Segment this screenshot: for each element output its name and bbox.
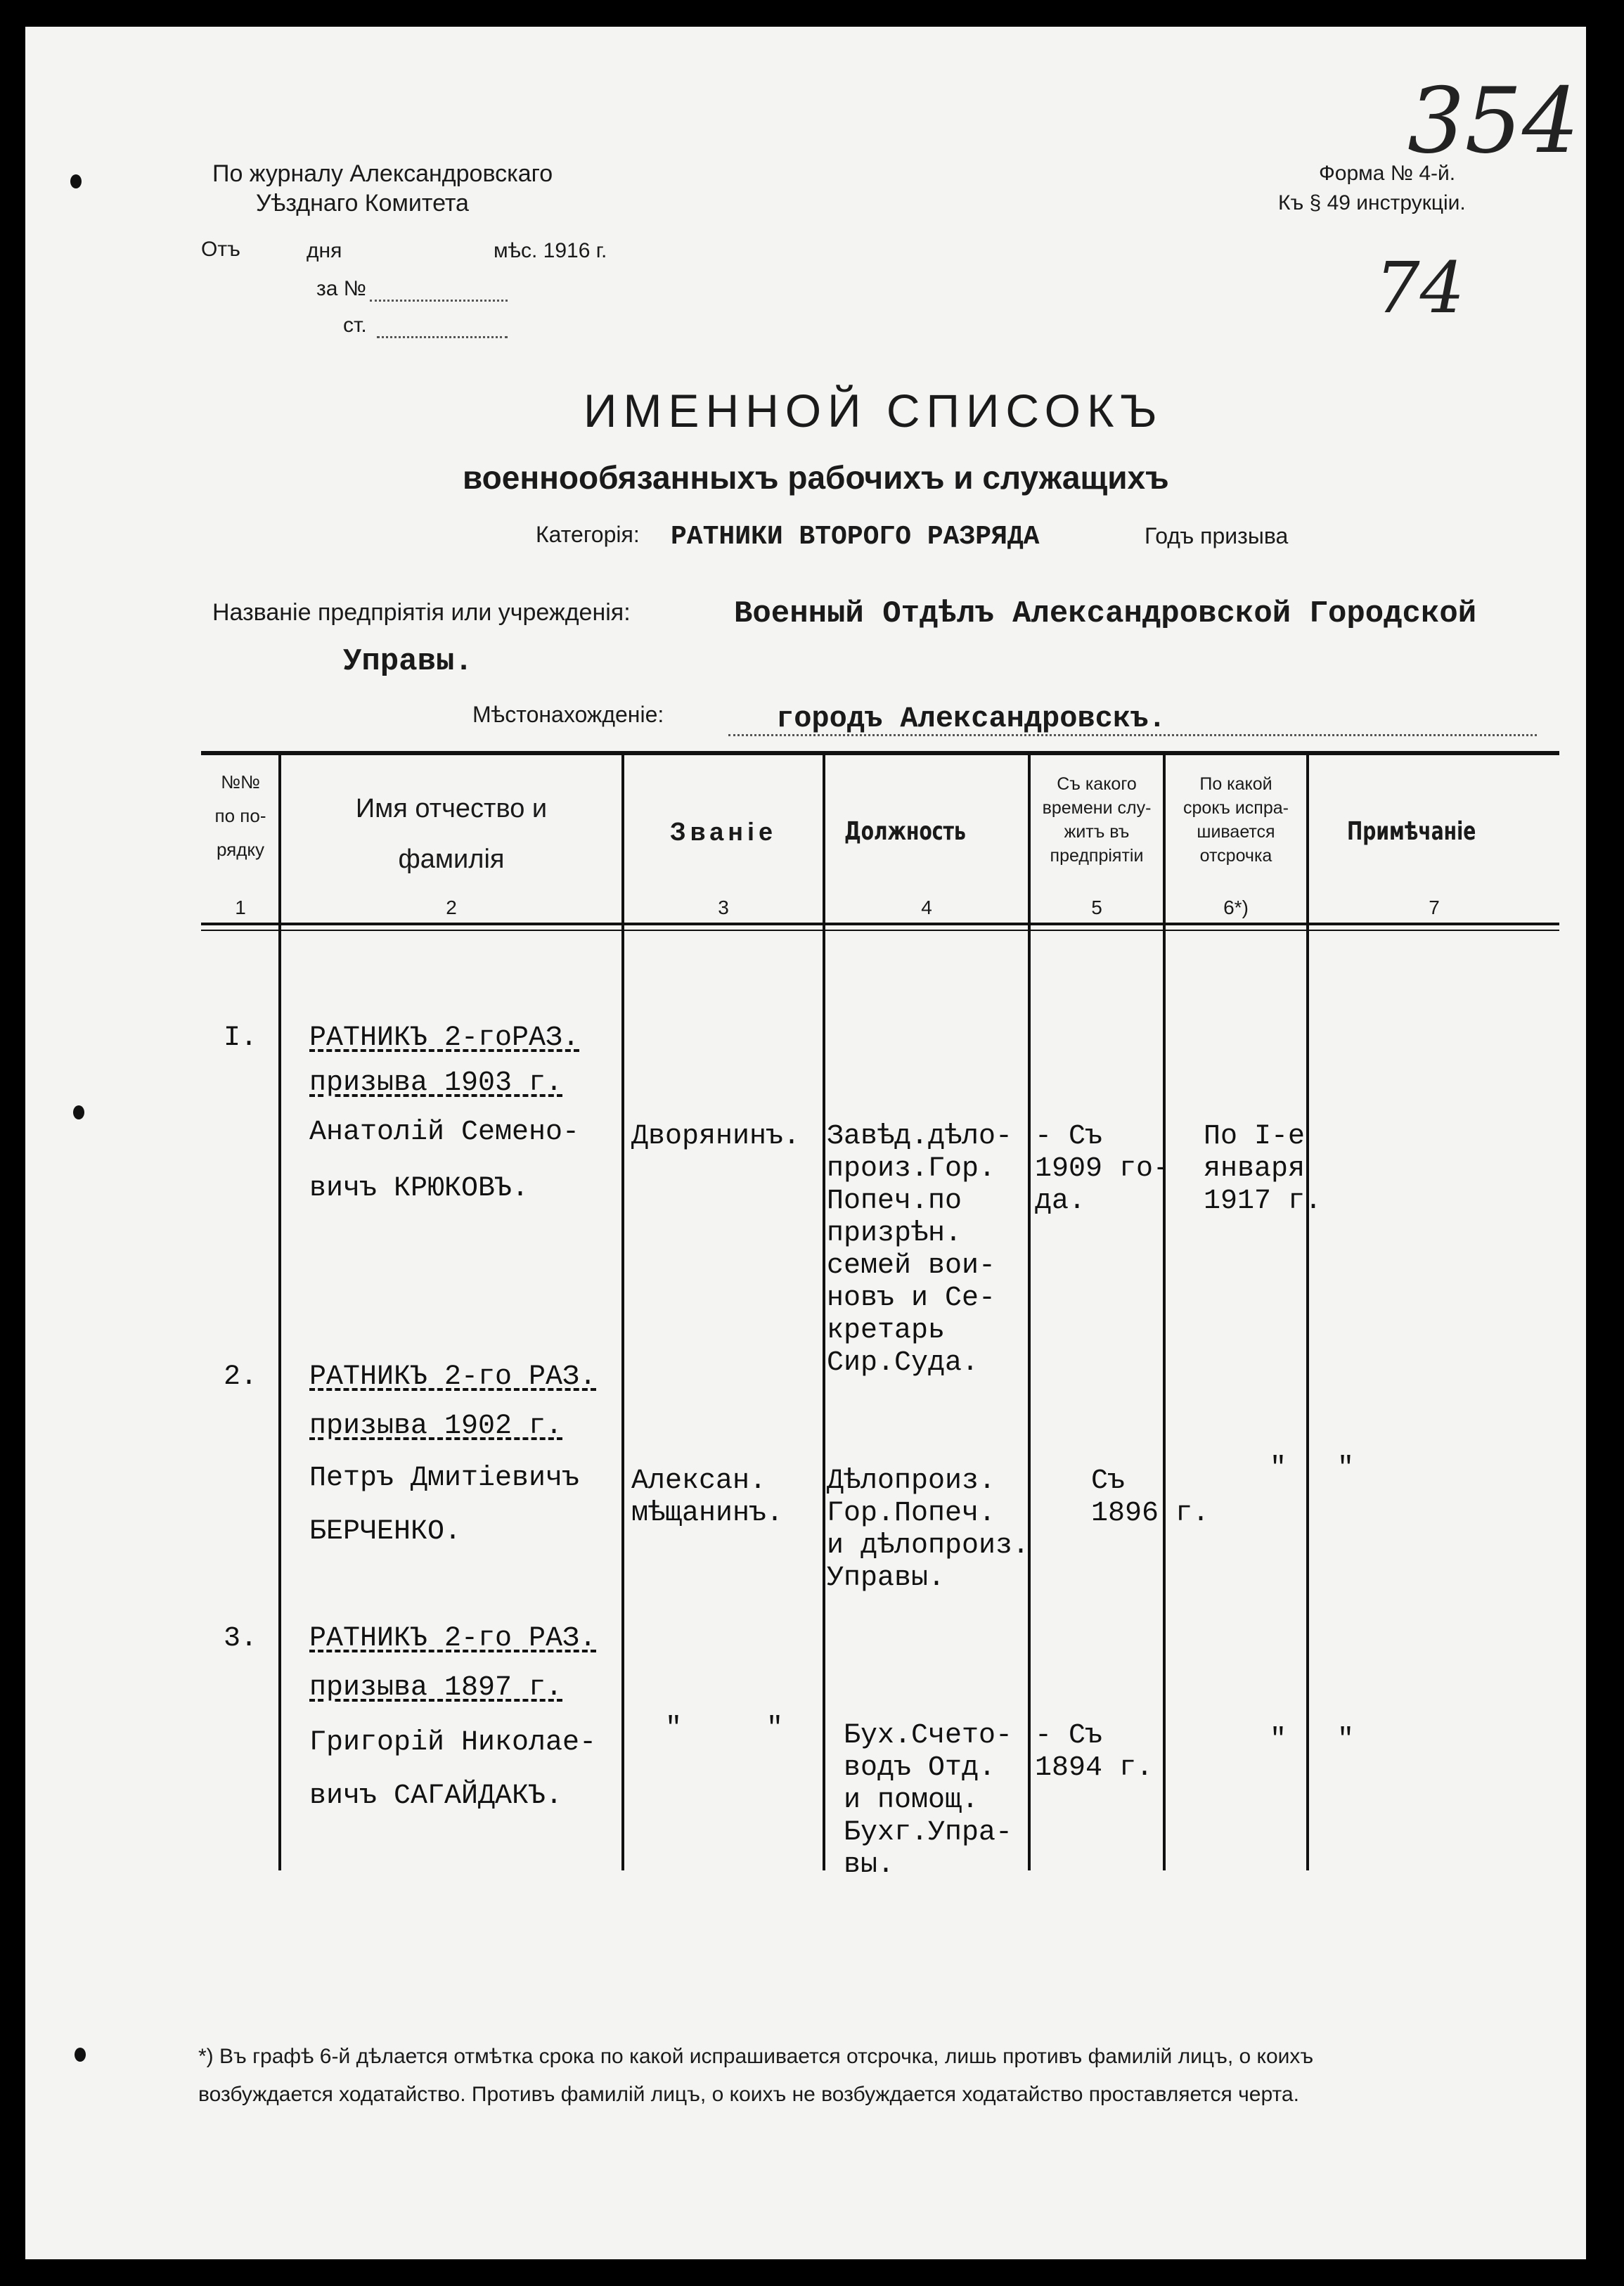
page-title: ИМЕННОЙ СПИСОКЪ bbox=[584, 385, 1164, 437]
col-header-name-line: Имя отчество и bbox=[355, 794, 548, 823]
col-divider bbox=[1163, 755, 1166, 1870]
article-label: ст. bbox=[343, 314, 367, 337]
row-call-year: призыва 1897 г. bbox=[309, 1672, 563, 1704]
row-deferment: По I-е января 1917 г. bbox=[1204, 1121, 1322, 1217]
location-label: Мѣстонахожденіе: bbox=[472, 702, 664, 727]
col-header-number bbox=[202, 765, 278, 866]
row-deferment: " " bbox=[1270, 1453, 1355, 1484]
col-header-name-line: фамилія bbox=[398, 845, 505, 874]
col-header-note: Примѣчаніе bbox=[1347, 817, 1476, 846]
enterprise-label: Названіе предпріятія или учрежденія: bbox=[212, 599, 631, 626]
col-number: 6*) bbox=[1223, 897, 1249, 918]
row-name: Анатолій Семено- bbox=[309, 1117, 580, 1148]
col-divider bbox=[1306, 755, 1309, 1870]
row-rank: РАТНИКЪ 2-гоРАЗ. bbox=[309, 1022, 580, 1054]
row-rank: РАТНИКЪ 2-го РАЗ. bbox=[309, 1623, 597, 1655]
col-header-position: Должность bbox=[844, 817, 967, 846]
month-year-label: мѣс. 1916 г. bbox=[494, 239, 607, 262]
col-number: 1 bbox=[235, 897, 246, 918]
col-divider bbox=[1028, 755, 1031, 1870]
row-surname: БЕРЧЕНКО. bbox=[309, 1516, 462, 1548]
col-header-since-line: времени слу- bbox=[1042, 798, 1152, 818]
col-header-since-line: житъ въ bbox=[1064, 822, 1130, 842]
row-estate: " " bbox=[665, 1713, 784, 1745]
row-since: Съ 1896 г. bbox=[1091, 1465, 1210, 1529]
row-surname: вичъ САГАЙДАКЪ. bbox=[309, 1780, 563, 1812]
col-header-name bbox=[281, 783, 621, 885]
row-number: 3. bbox=[224, 1623, 258, 1655]
col-number: 7 bbox=[1429, 897, 1440, 918]
row-name: Петръ Дмитіевичъ bbox=[309, 1463, 580, 1494]
row-deferment: " " bbox=[1270, 1724, 1355, 1756]
col-header-number-line: №№ bbox=[221, 771, 260, 792]
enterprise-value-cont: Управы. bbox=[343, 644, 473, 679]
archive-number: 354 bbox=[1407, 69, 1580, 174]
journal-line2: Уѣзднаго Комитета bbox=[256, 190, 469, 217]
col-divider bbox=[621, 755, 624, 1870]
document-page bbox=[25, 27, 1586, 2259]
day-label: дня bbox=[307, 239, 342, 262]
punch-hole-icon bbox=[75, 2048, 86, 2062]
article-blank bbox=[377, 336, 508, 338]
col-number: 2 bbox=[446, 897, 457, 918]
number-label: за № bbox=[316, 277, 366, 300]
row-number: 2. bbox=[224, 1361, 258, 1393]
col-header-estate: Званіе bbox=[670, 817, 777, 846]
row-rank: РАТНИКЪ 2-го РАЗ. bbox=[309, 1361, 597, 1393]
col-header-deferment-line: По какой bbox=[1199, 774, 1272, 794]
punch-hole-icon bbox=[70, 174, 82, 188]
call-year-label: Годъ призыва bbox=[1145, 523, 1289, 548]
col-divider bbox=[823, 755, 825, 1870]
col-header-since-line: Съ какого bbox=[1057, 774, 1137, 794]
footnote-line2: возбуждается ходатайство. Противъ фамилій лицъ, о коихъ не возбуждается ходатайство проставляется черта. bbox=[198, 2083, 1299, 2106]
from-label: Отъ bbox=[201, 238, 240, 261]
table-header-rule-thin bbox=[201, 930, 1559, 931]
row-surname: вичъ КРЮКОВЪ. bbox=[309, 1173, 529, 1205]
row-position: Бух.Счето- водъ Отд. и помощ. Бухг.Упра- вы. bbox=[844, 1720, 1013, 1881]
location-value: городъ Александровскъ. bbox=[776, 702, 1166, 736]
table-top-rule bbox=[201, 751, 1559, 755]
row-name: Григорій Николае- bbox=[309, 1727, 597, 1759]
category-value: РАТНИКИ ВТОРОГО РАЗРЯДА bbox=[671, 522, 1040, 552]
location-blank bbox=[728, 734, 1537, 736]
journal-line1: По журналу Александровскаго bbox=[212, 160, 553, 187]
form-number: Форма № 4-й. bbox=[1319, 162, 1456, 185]
col-header-deferment-line: отсрочка bbox=[1199, 846, 1272, 866]
footnote-line1: *) Въ графѣ 6-й дѣлается отмѣтка срока по какой испрашивается отсрочка, лишь противъ фамилій лицъ, о коихъ bbox=[198, 2045, 1314, 2068]
row-call-year: призыва 1903 г. bbox=[309, 1067, 563, 1099]
col-header-deferment-line: шивается bbox=[1197, 822, 1275, 842]
col-number: 3 bbox=[718, 897, 729, 918]
table-header-rule bbox=[201, 923, 1559, 925]
row-number: I. bbox=[224, 1022, 258, 1054]
row-since: - Съ 1909 го- да. bbox=[1035, 1121, 1171, 1217]
col-header-deferment bbox=[1166, 772, 1306, 868]
col-header-deferment-line: срокъ испра- bbox=[1183, 798, 1289, 818]
col-header-number-line: рядку bbox=[216, 839, 265, 860]
row-position: Завѣд.дѣло- произ.Гор. Попеч.по призрѣн. семей вои- новъ и Се- кретарь Сир.Суда. bbox=[827, 1121, 1013, 1379]
col-header-since bbox=[1031, 772, 1163, 868]
number-blank bbox=[370, 300, 508, 302]
col-number: 4 bbox=[921, 897, 932, 918]
category-label: Категорія: bbox=[536, 522, 640, 547]
row-estate: Дворянинъ. bbox=[631, 1121, 801, 1152]
row-since: - Съ 1894 г. bbox=[1035, 1720, 1154, 1784]
row-estate: Алексан. мѣщанинъ. bbox=[631, 1465, 784, 1529]
enterprise-value: Военный Отдѣлъ Александровской Городской bbox=[734, 596, 1477, 631]
col-header-since-line: предпріятіи bbox=[1050, 846, 1144, 866]
instruction-ref: Къ § 49 инструкціи. bbox=[1278, 191, 1466, 214]
col-divider bbox=[278, 755, 281, 1870]
punch-hole-icon bbox=[73, 1105, 84, 1119]
col-number: 5 bbox=[1091, 897, 1102, 918]
sheet-number: 74 bbox=[1375, 247, 1465, 329]
row-position: Дѣлопроиз. Гор.Попеч. и дѣлопроиз. Управы. bbox=[827, 1465, 1030, 1594]
page-subtitle: военнообязанныхъ рабочихъ и служащихъ bbox=[463, 459, 1169, 496]
row-call-year: призыва 1902 г. bbox=[309, 1411, 563, 1442]
col-header-number-line: по по- bbox=[214, 805, 266, 826]
